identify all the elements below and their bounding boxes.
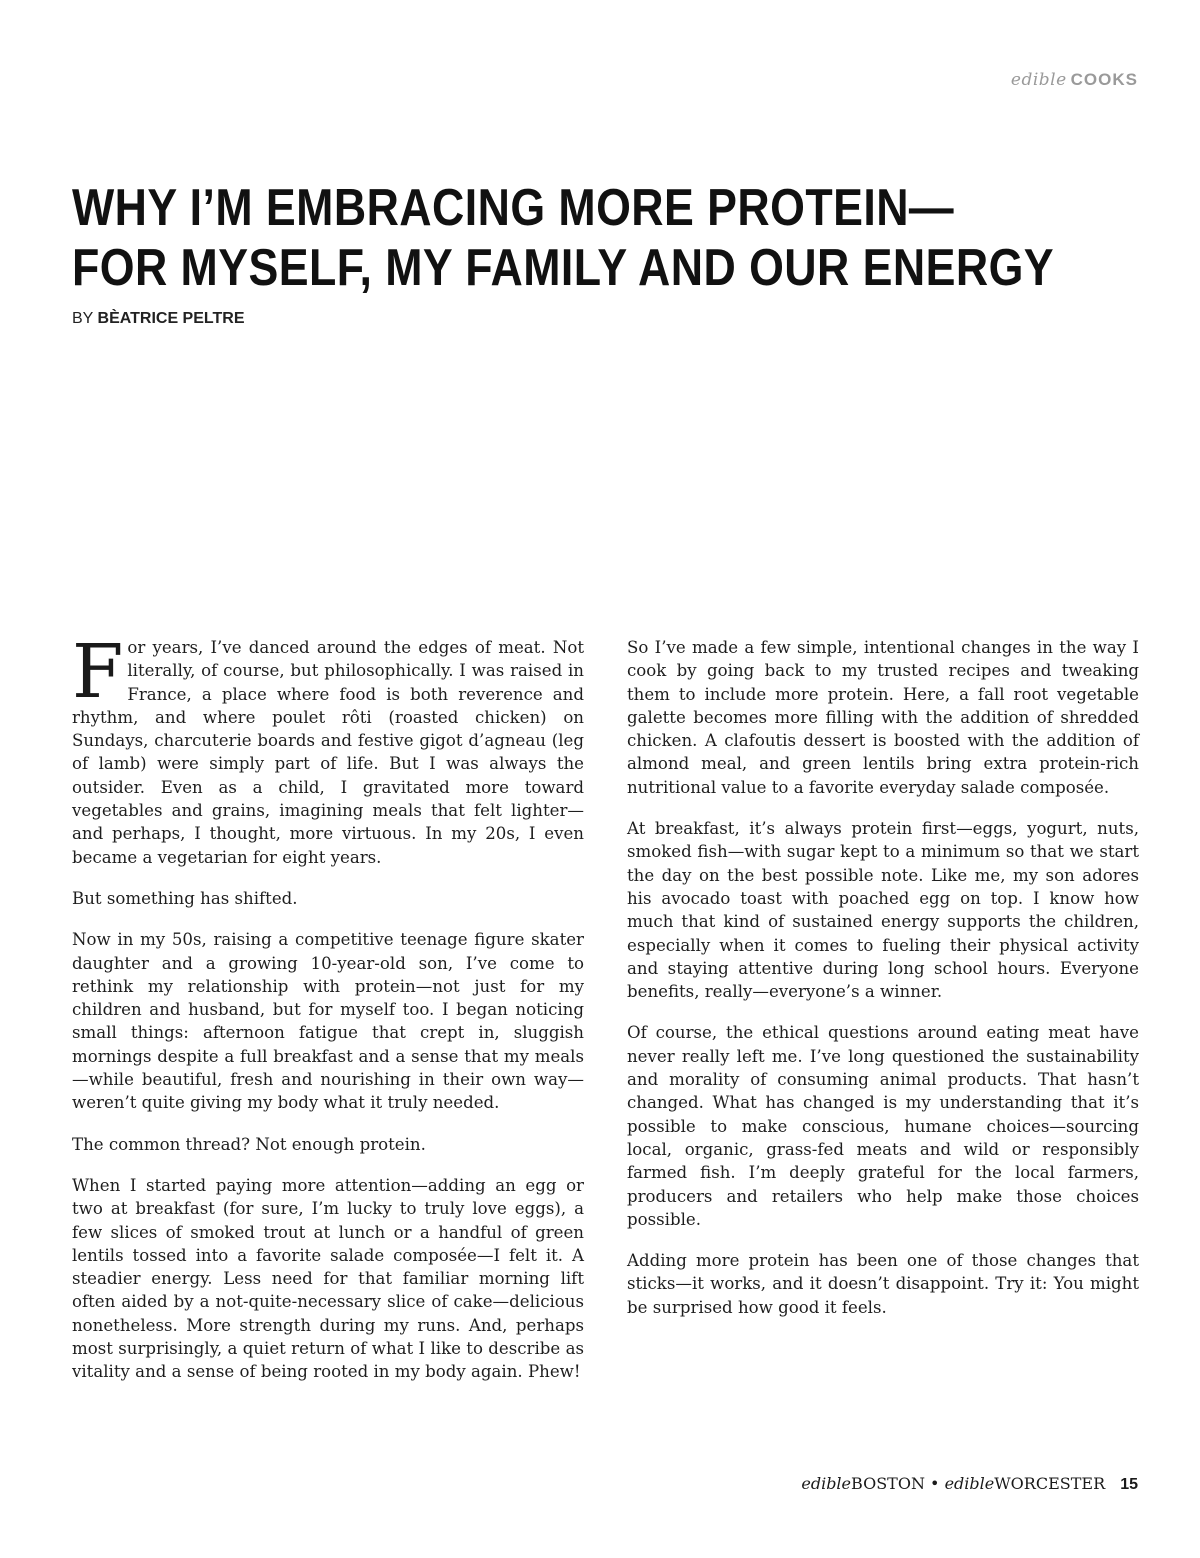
paragraph: Of course, the ethical questions around eating meat have never really left me. I’ve long questioned the sustainability and morality of consuming animal products. That hasn’t changed. What has changed is my understanding that it’s possible to make conscious, humane choices—sourcing local, organic, grass-fed meats and wild or responsibly farmed fish. I’m deeply grateful for the local farmers, producers and retailers who help make those choices possible. [627, 1023, 1139, 1229]
paragraph: When I started paying more attention—adding an egg or two at breakfast (for sure, I’m lucky to truly love eggs), a few slices of smoked trout at lunch or a handful of green lentils tossed into a favorite salade composée—I felt it. A steadier energy. Less need for that familiar morning lift often aided by a not-quite-necessary slice of cake—delicious nonetheless. More strength during my runs. And, perhaps most surprisingly, a quiet return of what I like to describe as vitality and a sense of being rooted in my body again. Phew! [72, 1175, 584, 1382]
paragraph: The common thread? Not enough protein. [72, 1134, 426, 1154]
section-label: COOKS [1070, 70, 1138, 89]
paragraph [72, 629, 584, 869]
section-tag [1011, 70, 1138, 90]
byline [72, 310, 244, 328]
paragraph: Now in my 50s, raising a competitive teenage figure skater daughter and a growing 10-year-old son, I’ve come to rethink my relationship with protein—not just for my children and husband, but for myself too. I began noticing small things: afternoon fatigue that crept in, sluggish mornings despite a full breakfast and a sense that my meals—while beautiful, fresh and nourishing in their own way—weren’t quite giving my body what it truly needed. [72, 930, 584, 1113]
paragraph: But something has shifted. [72, 888, 298, 908]
section-brand: edible [1010, 70, 1067, 90]
right-column [627, 636, 1139, 1337]
footer-edible-1: edible [801, 1474, 852, 1493]
left-column [72, 629, 584, 1402]
footer-edible-2: edible [944, 1474, 995, 1493]
footer-worcester: WORCESTER [994, 1474, 1106, 1493]
drop-cap: F [72, 629, 124, 715]
article-headline [72, 178, 1055, 298]
paragraph-text: or years, I’ve danced around the edges of meat. Not literally, of course, but philosophically. I was raised in France, a place where food is both reverence and rhythm, and where poulet rôti (roasted chicken) on Sundays, charcuterie boards and festive gigot d’agneau (leg of lamb) were simply part of life. But I was always the outsider. Even as a child, I gravitated more toward vegetables and grains, imagining meals that felt lighter—and perhaps, I thought, more virtuous. In my 20s, I even became a vegetarian for eight years. [72, 638, 584, 867]
author-name: BÈATRICE PELTRE [97, 310, 245, 327]
footer-boston: BOSTON [851, 1474, 925, 1493]
footer-bullet: • [930, 1474, 940, 1493]
paragraph: So I’ve made a few simple, intentional changes in the way I cook by going back to my trusted recipes and tweaking them to include more protein. Here, a fall root vegetable galette becomes more filling with the addition of shredded chicken. A clafoutis dessert is boosted with the addition of almond meal, and green lentils bring extra protein-rich nutritional value to a favorite everyday salade composée. [627, 638, 1139, 797]
byline-prefix: BY [72, 310, 94, 327]
page-footer [801, 1474, 1138, 1494]
paragraph: At breakfast, it’s always protein first—eggs, yogurt, nuts, smoked fish—with sugar kept to a minimum so that we start the day on the best possible note. Like me, my son adores his avocado toast with poached egg on top. I know how much that kind of sustained energy supports the children, especially when it comes to fueling their physical activity and staying attentive during long school hours. Everyone benefits, really—everyone’s a winner. [627, 819, 1139, 1002]
headline-line-2: FOR MYSELF, MY FAMILY AND OUR ENERGY [72, 239, 1055, 297]
page-number: 15 [1120, 1476, 1138, 1493]
headline-line-1: WHY I’M EMBRACING MORE PROTEIN— [72, 179, 955, 237]
paragraph: Adding more protein has been one of those changes that sticks—it works, and it doesn’t disappoint. Try it: You might be surprised how good it feels. [627, 1251, 1139, 1317]
